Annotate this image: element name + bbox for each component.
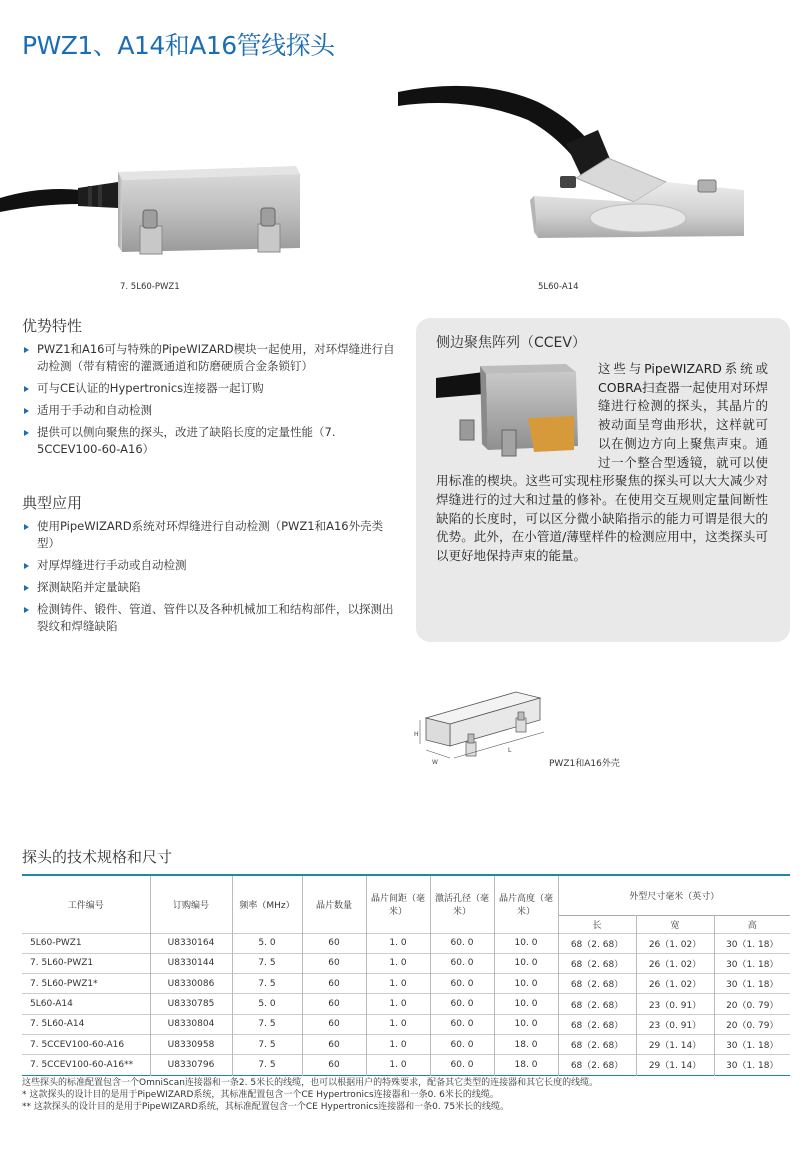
table-row (22, 1014, 790, 1034)
cell-element-count: 60 (302, 933, 366, 953)
cell-width: 26（1. 02） (636, 974, 714, 994)
cell-length: 68（2. 68） (558, 994, 636, 1014)
cell-elevation: 10. 0 (494, 1014, 558, 1034)
cell-frequency: 7. 5 (232, 1055, 302, 1075)
cell-frequency: 7. 5 (232, 1034, 302, 1054)
ccev-sidebar (416, 318, 790, 642)
cell-pitch: 1. 0 (366, 933, 430, 953)
cell-width: 29（1. 14） (636, 1055, 714, 1075)
header-part-number: 工件编号 (22, 875, 150, 933)
cell-order-number: U8330804 (150, 1014, 232, 1034)
cell-part-number: 7. 5CCEV100-60-A16** (22, 1055, 150, 1075)
cell-element-count: 60 (302, 1055, 366, 1075)
cell-elevation: 18. 0 (494, 1034, 558, 1054)
cell-aperture: 60. 0 (430, 1034, 494, 1054)
dim-label-w: W (432, 759, 438, 766)
cell-elevation: 10. 0 (494, 953, 558, 973)
diagram-caption: PWZ1和A16外壳 (549, 759, 620, 769)
housing-dimension-diagram (412, 688, 548, 778)
table-row (22, 953, 790, 973)
table-row (22, 994, 790, 1014)
cell-element-count: 60 (302, 1014, 366, 1034)
cell-order-number: U8330796 (150, 1055, 232, 1075)
header-frequency: 频率（MHz） (232, 875, 302, 933)
table-row (22, 1055, 790, 1075)
dim-label-h: H (414, 731, 419, 738)
cell-aperture: 60. 0 (430, 953, 494, 973)
ccev-body-text: 这些与PipeWIZARD系统或COBRA扫查器一起使用对环焊缝进行检测的探头，其晶片的被动面呈弯曲形状，这样就可以在侧边方向上聚焦声束。通过一个整合型透镜，就可以使用标准的楔块。这些可实现柱形聚焦的探头可以大大减少对焊缝进行的过大和过量的修补。在使用交互规则定量间断性缺陷的长度时，可以区分微小缺陷指示的能力可谓是很大的优势。此外，在小管道/薄壁样件的检测应用中，这类探头可以更好地保持声束的能量。 (436, 361, 768, 564)
cell-pitch: 1. 0 (366, 1055, 430, 1075)
applications-list (24, 518, 396, 640)
header-elevation: 晶片高度（毫米） (494, 875, 558, 933)
cell-length: 68（2. 68） (558, 953, 636, 973)
cell-aperture: 60. 0 (430, 1014, 494, 1034)
cell-element-count: 60 (302, 1034, 366, 1054)
header-dimensions: 外型尺寸毫米（英寸） (629, 891, 720, 902)
cell-length: 68（2. 68） (558, 1034, 636, 1054)
table-row (22, 933, 790, 953)
header-element-count: 晶片数量 (302, 875, 366, 933)
cell-elevation: 10. 0 (494, 933, 558, 953)
cell-width: 26（1. 02） (636, 933, 714, 953)
cell-order-number: U8330958 (150, 1034, 232, 1054)
footnote-general: 这些探头的标准配置包含一个OmniScan连接器和一条2. 5米长的线缆，也可以根据用户的特殊要求，配备其它类型的连接器和其它长度的线缆。 (22, 1078, 599, 1088)
table-row (22, 1034, 790, 1054)
cell-order-number: U8330144 (150, 953, 232, 973)
specs-table-body (22, 933, 790, 1075)
cell-height: 30（1. 18） (714, 1034, 790, 1054)
cell-aperture: 60. 0 (430, 933, 494, 953)
cell-width: 23（0. 91） (636, 994, 714, 1014)
cell-order-number: U8330785 (150, 994, 232, 1014)
cell-pitch: 1. 0 (366, 1034, 430, 1054)
header-pitch: 晶片间距（毫米） (366, 875, 430, 933)
header-order-number: 订购编号 (150, 875, 232, 933)
cell-order-number: U8330164 (150, 933, 232, 953)
cell-elevation: 10. 0 (494, 994, 558, 1014)
footnote-double-star: ** 这款探头的设计目的是用于PipeWIZARD系统，其标准配置包含一个CE Hypertronics连接器和一条0. 75米长的线缆。 (22, 1102, 510, 1112)
cell-elevation: 18. 0 (494, 1055, 558, 1075)
header-aperture: 激活孔径（毫米） (430, 875, 494, 933)
advantage-item: 可与CE认证的Hypertronics连接器一起订购 (24, 380, 396, 397)
cell-elevation: 10. 0 (494, 974, 558, 994)
cell-part-number: 7. 5L60-PWZ1 (22, 953, 150, 973)
advantages-heading: 优势特性 (22, 317, 83, 335)
cell-part-number: 7. 5L60-A14 (22, 1014, 150, 1034)
applications-heading: 典型应用 (22, 494, 83, 512)
advantage-item: 适用于手动和自动检测 (24, 402, 396, 419)
advantage-item: 提供可以侧向聚焦的探头，改进了缺陷长度的定量性能（7. 5CCEV100-60-A16） (24, 424, 396, 458)
ccev-title: 侧边聚焦阵列（CCEV） (436, 335, 586, 351)
cell-part-number: 7. 5CCEV100-60-A16 (22, 1034, 150, 1054)
cell-part-number: 7. 5L60-PWZ1* (22, 974, 150, 994)
application-item: 使用PipeWIZARD系统对环焊缝进行自动检测（PWZ1和A16外壳类型） (24, 518, 396, 552)
probe-photo-pwz1 (0, 150, 310, 265)
cell-frequency: 7. 5 (232, 953, 302, 973)
footnotes (22, 1077, 792, 1113)
photo-caption-pwz1: 7. 5L60-PWZ1 (120, 282, 180, 292)
cell-length: 68（2. 68） (558, 1055, 636, 1075)
dim-label-l: L (508, 747, 512, 754)
cell-order-number: U8330086 (150, 974, 232, 994)
ccev-probe-photo (436, 360, 594, 472)
cell-length: 68（2. 68） (558, 933, 636, 953)
specs-heading: 探头的技术规格和尺寸 (22, 848, 173, 866)
ccev-body (436, 360, 768, 566)
cell-length: 68（2. 68） (558, 974, 636, 994)
header-width: 宽 (636, 915, 714, 933)
cell-width: 29（1. 14） (636, 1034, 714, 1054)
cell-pitch: 1. 0 (366, 1014, 430, 1034)
cell-frequency: 7. 5 (232, 1014, 302, 1034)
page-title: PWZ1、A14和A16管线探头 (22, 31, 335, 60)
cell-length: 68（2. 68） (558, 1014, 636, 1034)
cell-pitch: 1. 0 (366, 953, 430, 973)
footnote-single-star: * 这款探头的设计目的是用于PipeWIZARD系统，其标准配置包含一个CE Hypertronics连接器和一条0. 6米长的线缆。 (22, 1090, 499, 1100)
header-height: 高 (714, 915, 790, 933)
advantages-list (24, 341, 396, 463)
cell-pitch: 1. 0 (366, 974, 430, 994)
cell-pitch: 1. 0 (366, 994, 430, 1014)
advantage-item: PWZ1和A16可与特殊的PipeWIZARD楔块一起使用，对环焊缝进行自动检测（带有精密的灌溉通道和防磨硬质合金条锁钉） (24, 341, 396, 375)
application-item: 检测铸件、锻件、管道、管件以及各种机械加工和结构部件，以探测出裂纹和焊缝缺陷 (24, 601, 396, 635)
cell-height: 30（1. 18） (714, 1055, 790, 1075)
cell-height: 30（1. 18） (714, 953, 790, 973)
cell-frequency: 5. 0 (232, 994, 302, 1014)
cell-width: 23（0. 91） (636, 1014, 714, 1034)
cell-part-number: 5L60-PWZ1 (22, 933, 150, 953)
cell-element-count: 60 (302, 974, 366, 994)
cell-height: 30（1. 18） (714, 974, 790, 994)
cell-element-count: 60 (302, 994, 366, 1014)
cell-height: 30（1. 18） (714, 933, 790, 953)
cell-frequency: 7. 5 (232, 974, 302, 994)
cell-frequency: 5. 0 (232, 933, 302, 953)
cell-width: 26（1. 02） (636, 953, 714, 973)
cell-height: 20（0. 79） (714, 1014, 790, 1034)
cell-aperture: 60. 0 (430, 1055, 494, 1075)
application-item: 探测缺陷并定量缺陷 (24, 579, 396, 596)
application-item: 对厚焊缝进行手动或自动检测 (24, 557, 396, 574)
header-length: 长 (558, 915, 636, 933)
photo-caption-a14: 5L60-A14 (538, 282, 579, 292)
cell-part-number: 5L60-A14 (22, 994, 150, 1014)
probe-photo-a14 (398, 82, 758, 262)
cell-element-count: 60 (302, 953, 366, 973)
cell-aperture: 60. 0 (430, 974, 494, 994)
cell-aperture: 60. 0 (430, 994, 494, 1014)
table-row (22, 974, 790, 994)
cell-height: 20（0. 79） (714, 994, 790, 1014)
specs-table (22, 874, 790, 1076)
